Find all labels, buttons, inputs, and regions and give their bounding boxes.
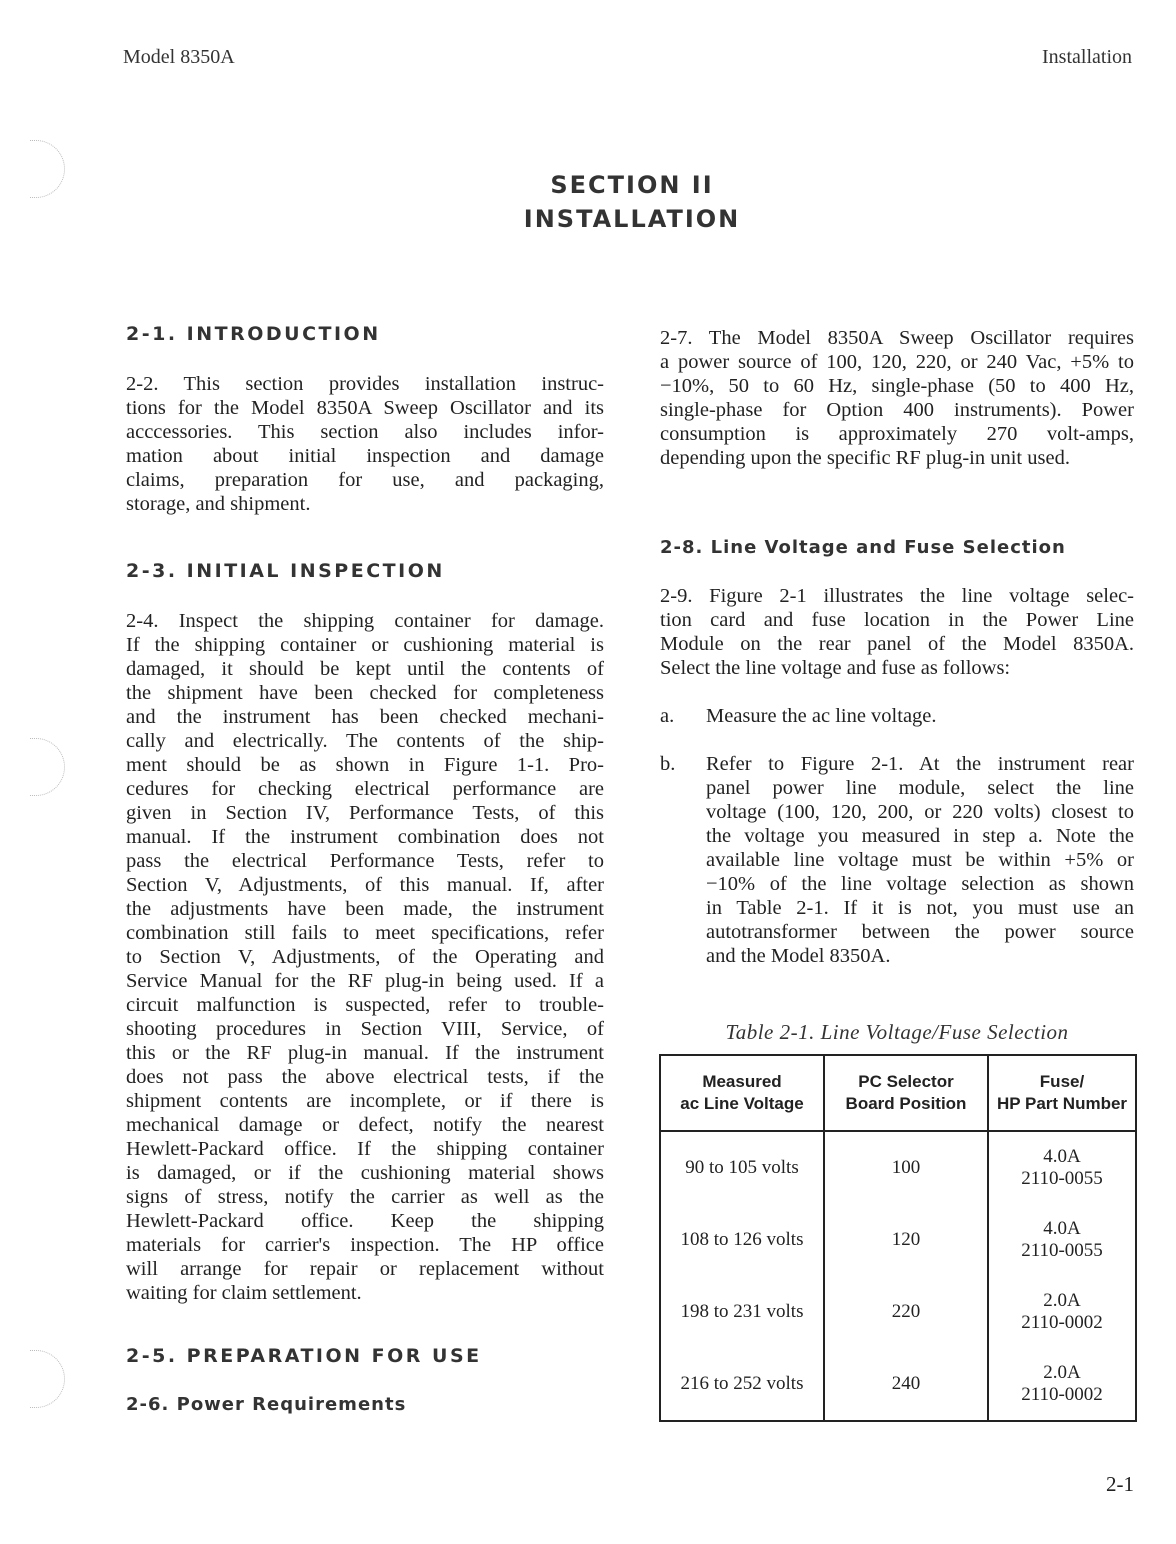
text-line: single-phase for Option 400 instruments). Power bbox=[660, 399, 1134, 421]
header-line: PC Selector bbox=[858, 1072, 954, 1091]
text-line: does not pass the above electrical tests, if the bbox=[126, 1066, 604, 1088]
text-line: damaged, it should be kept until the contents of bbox=[126, 658, 604, 680]
fuse-rating: 4.0A bbox=[1043, 1146, 1081, 1167]
text-line: waiting for claim settlement. bbox=[126, 1282, 362, 1304]
text-line: the voltage you measured in step a. Note the bbox=[706, 825, 1134, 847]
part-number: 2110-0002 bbox=[1021, 1312, 1103, 1333]
text-line: is damaged, or if the cushioning material shows bbox=[126, 1162, 604, 1184]
cell-position: 120 bbox=[824, 1204, 988, 1276]
heading-preparation-for-use: 2-5. PREPARATION FOR USE bbox=[126, 1345, 482, 1367]
text-line: autotransformer between the power source bbox=[706, 921, 1134, 943]
cell-position: 220 bbox=[824, 1276, 988, 1348]
cell-fuse bbox=[988, 1131, 1136, 1204]
table-row bbox=[660, 1276, 1136, 1348]
text-line: 2-2. This section provides installation instruc- bbox=[126, 373, 604, 395]
text-line: and the instrument has been checked mechani- bbox=[126, 706, 604, 728]
text-line: cedures for checking electrical performance are bbox=[126, 778, 604, 800]
heading-line-voltage-fuse: 2-8. Line Voltage and Fuse Selection bbox=[660, 537, 1066, 558]
text-line: pass the electrical Performance Tests, refer to bbox=[126, 850, 604, 872]
text-line: Measure the ac line voltage. bbox=[706, 705, 937, 727]
part-number: 2110-0055 bbox=[1021, 1240, 1103, 1261]
text-line: acccessories. This section also includes infor- bbox=[126, 421, 604, 443]
col-header-voltage bbox=[660, 1055, 824, 1131]
table-caption: Table 2-1. Line Voltage/Fuse Selection bbox=[725, 1020, 1069, 1044]
cell-position: 100 bbox=[824, 1131, 988, 1204]
header-line: ac Line Voltage bbox=[680, 1094, 804, 1113]
cell-voltage: 90 to 105 volts bbox=[660, 1131, 824, 1204]
text-line: and the Model 8350A. bbox=[706, 945, 891, 967]
text-line: tion card and fuse location in the Power Line bbox=[660, 609, 1134, 631]
text-line: signs of stress, notify the carrier as well as the bbox=[126, 1186, 604, 1208]
paragraph-2-9 bbox=[660, 584, 1134, 680]
text-line: Service Manual for the RF plug-in being used. If a bbox=[126, 970, 604, 992]
text-line: 2-9. Figure 2-1 illustrates the line voltage selec- bbox=[660, 585, 1134, 607]
header-section: Installation bbox=[1042, 46, 1132, 68]
header-line: Board Position bbox=[845, 1094, 967, 1113]
cell-fuse bbox=[988, 1276, 1136, 1348]
header-line: HP Part Number bbox=[996, 1094, 1128, 1113]
text-line: Hewlett-Packard office. If the shipping container bbox=[126, 1138, 604, 1160]
text-line: given in Section IV, Performance Tests, of this bbox=[126, 802, 604, 824]
cell-voltage: 198 to 231 volts bbox=[660, 1276, 824, 1348]
text-line: panel power line module, select the line bbox=[706, 777, 1134, 799]
text-line: claims, preparation for use, and packaging, bbox=[126, 469, 604, 491]
heading-introduction: 2-1. INTRODUCTION bbox=[126, 323, 381, 345]
fuse-rating: 4.0A bbox=[1043, 1218, 1081, 1239]
section-name: INSTALLATION bbox=[523, 205, 741, 233]
punch-hole-mark bbox=[30, 1350, 65, 1408]
header-model: Model 8350A bbox=[123, 46, 235, 68]
text-line: cally and electrically. The contents of the ship- bbox=[126, 730, 604, 752]
cell-position: 240 bbox=[824, 1348, 988, 1421]
paragraph-2-4 bbox=[126, 609, 604, 1305]
table-header-row bbox=[660, 1055, 1136, 1131]
fuse-rating: 2.0A bbox=[1043, 1290, 1081, 1311]
text-line: available line voltage must be within +5% or bbox=[706, 849, 1134, 871]
table-row bbox=[660, 1131, 1136, 1204]
text-line: in Table 2-1. If it is not, you must use an bbox=[706, 897, 1134, 919]
table-row bbox=[660, 1204, 1136, 1276]
text-line: Refer to Figure 2-1. At the instrument rear bbox=[706, 753, 1134, 775]
cell-voltage: 108 to 126 volts bbox=[660, 1204, 824, 1276]
text-line: ment should be as shown in Figure 1-1. Pro- bbox=[126, 754, 604, 776]
heading-initial-inspection: 2-3. INITIAL INSPECTION bbox=[126, 560, 445, 582]
page-number: 2-1 bbox=[1106, 1472, 1134, 1496]
text-line: to Section V, Adjustments, of the Operating and bbox=[126, 946, 604, 968]
text-line: the adjustments have been made, the instrument bbox=[126, 898, 604, 920]
text-line: Select the line voltage and fuse as follows: bbox=[660, 657, 1011, 679]
col-header-position bbox=[824, 1055, 988, 1131]
paragraph-2-7 bbox=[660, 326, 1134, 470]
part-number: 2110-0055 bbox=[1021, 1168, 1103, 1189]
cell-fuse bbox=[988, 1204, 1136, 1276]
text-line: −10% of the line voltage selection as shown bbox=[706, 873, 1134, 895]
text-line: mation about initial inspection and damage bbox=[126, 445, 604, 467]
text-line: voltage (100, 120, 200, or 220 volts) closest to bbox=[706, 801, 1134, 823]
text-line: a power source of 100, 120, 220, or 240 Vac, +5% to bbox=[660, 351, 1134, 373]
text-line: materials for carrier's inspection. The HP office bbox=[126, 1234, 604, 1256]
line-voltage-fuse-table bbox=[659, 1054, 1137, 1422]
section-title bbox=[0, 168, 1176, 236]
cell-voltage: 216 to 252 volts bbox=[660, 1348, 824, 1421]
cell-fuse bbox=[988, 1348, 1136, 1421]
header-line: Measured bbox=[702, 1072, 782, 1091]
text-line: manual. If the instrument combination does not bbox=[126, 826, 604, 848]
text-line: tions for the Model 8350A Sweep Oscillator and its bbox=[126, 397, 604, 419]
text-line: Module on the rear panel of the Model 8350A. bbox=[660, 633, 1134, 655]
text-line: will arrange for repair or replacement without bbox=[126, 1258, 604, 1280]
header-line: Fuse/ bbox=[1039, 1072, 1085, 1091]
step-b-label: b. bbox=[660, 753, 676, 775]
step-a bbox=[660, 704, 1134, 728]
step-a-text bbox=[706, 704, 1134, 728]
col-header-fuse bbox=[988, 1055, 1136, 1131]
heading-power-requirements: 2-6. Power Requirements bbox=[126, 1394, 407, 1415]
text-line: combination still fails to meet specifications, refer bbox=[126, 922, 604, 944]
text-line: Section V, Adjustments, of this manual. If, after bbox=[126, 874, 604, 896]
section-number: SECTION II bbox=[550, 171, 714, 199]
paragraph-2-2 bbox=[126, 372, 604, 516]
step-b bbox=[660, 752, 1134, 968]
text-line: this or the RF plug-in manual. If the instrument bbox=[126, 1042, 604, 1064]
text-line: storage, and shipment. bbox=[126, 493, 311, 515]
fuse-rating: 2.0A bbox=[1043, 1362, 1081, 1383]
text-line: shooting procedures in Section VIII, Service, of bbox=[126, 1018, 604, 1040]
text-line: shipment contents are incomplete, or if there is bbox=[126, 1090, 604, 1112]
text-line: If the shipping container or cushioning material is bbox=[126, 634, 604, 656]
step-b-text bbox=[706, 752, 1134, 968]
text-line: −10%, 50 to 60 Hz, single-phase (50 to 400 Hz, bbox=[660, 375, 1134, 397]
text-line: 2-4. Inspect the shipping container for damage. bbox=[126, 610, 604, 632]
text-line: the shipment have been checked for completeness bbox=[126, 682, 604, 704]
text-line: 2-7. The Model 8350A Sweep Oscillator requires bbox=[660, 327, 1134, 349]
table-row bbox=[660, 1348, 1136, 1421]
text-line: Hewlett-Packard office. Keep the shipping bbox=[126, 1210, 604, 1232]
text-line: circuit malfunction is suspected, refer to trouble- bbox=[126, 994, 604, 1016]
punch-hole-mark bbox=[30, 738, 65, 796]
text-line: consumption is approximately 270 volt-amps, bbox=[660, 423, 1134, 445]
part-number: 2110-0002 bbox=[1021, 1384, 1103, 1405]
text-line: mechanical damage or defect, notify the nearest bbox=[126, 1114, 604, 1136]
text-line: depending upon the specific RF plug-in unit used. bbox=[660, 447, 1070, 469]
step-a-label: a. bbox=[660, 705, 675, 727]
